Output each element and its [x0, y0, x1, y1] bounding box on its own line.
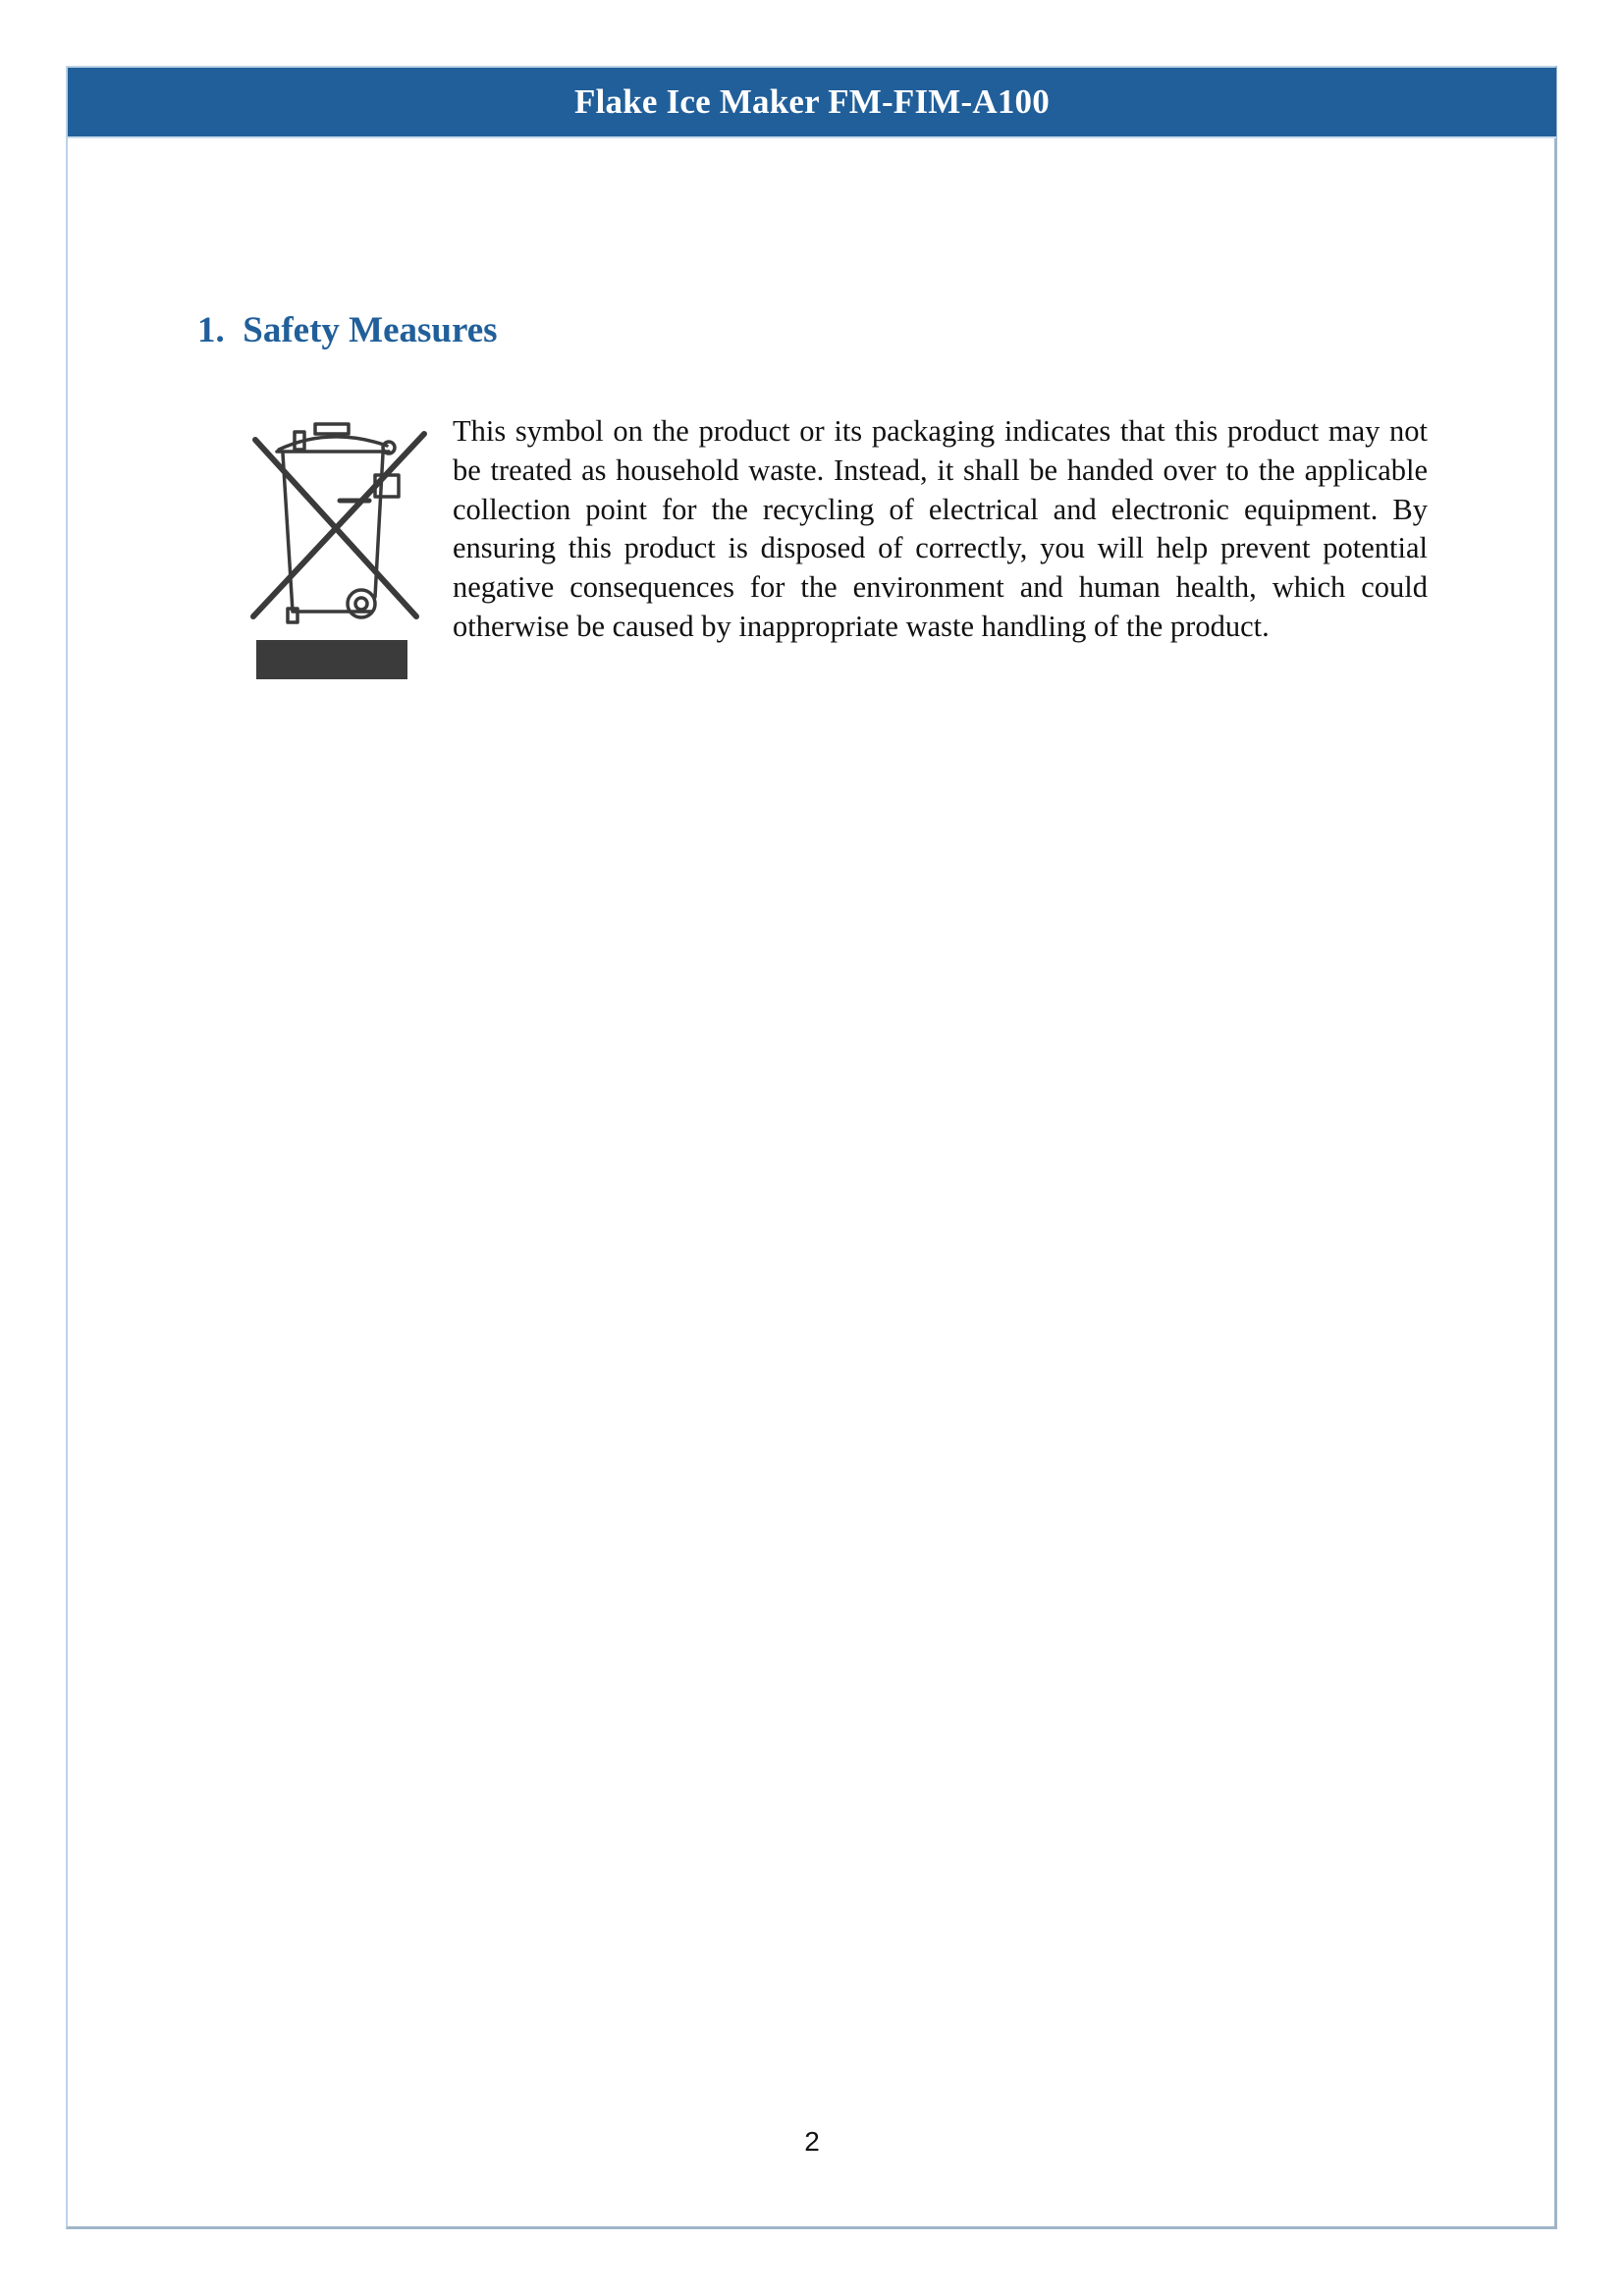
- weee-disposal-paragraph: This symbol on the product or its packaging indicates that this product may not be treated as household waste. Instead, it shall be handed over to the applicable collection point for the recycling of electrical and electronic equipment. By ensuring this product is disposed of correctly, you will help prevent potential negative consequences for the environment and human health, which could otherwise be caused by inappropriate waste handling of the product.: [453, 414, 1428, 643]
- page-number: 2: [804, 2126, 820, 2157]
- section-heading-safety-measures: 1. Safety Measures: [197, 310, 498, 350]
- page-border: [66, 66, 1557, 2229]
- crossed-out-wheelie-bin-icon: [242, 420, 434, 683]
- document-header: [68, 68, 1556, 138]
- document-title: Flake Ice Maker FM-FIM-A100: [574, 82, 1050, 121]
